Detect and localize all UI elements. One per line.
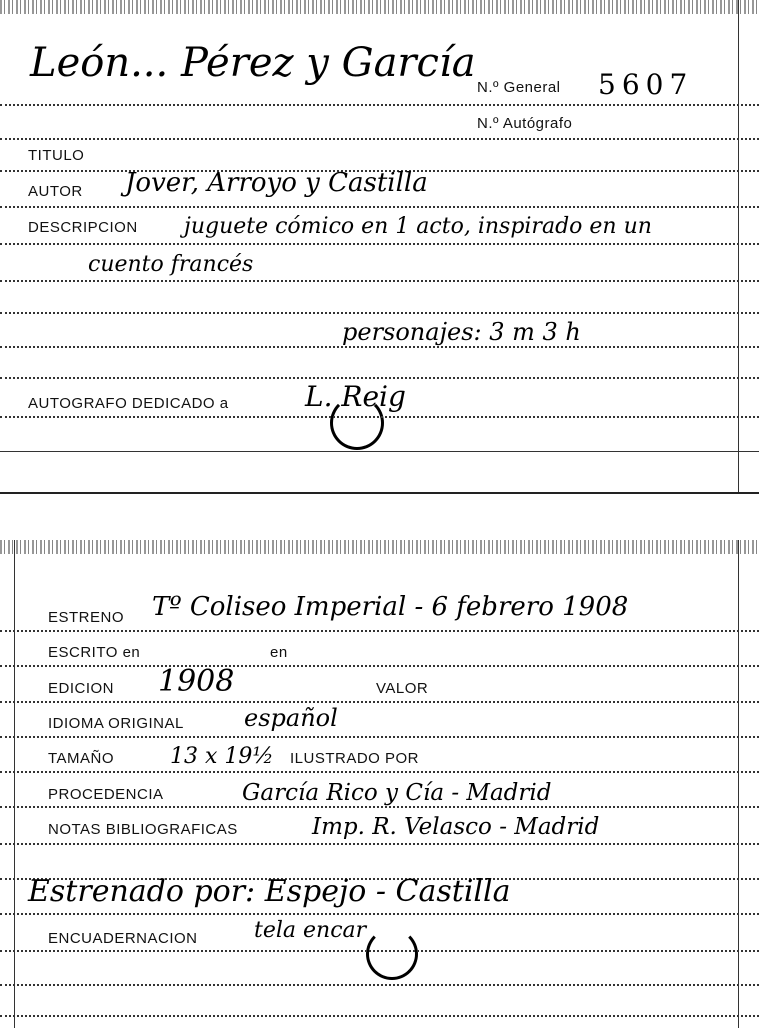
personajes-note: personajes: 3 m 3 h (342, 318, 581, 346)
torn-edge (0, 0, 759, 14)
edicion-label: EDICION (48, 680, 115, 697)
descripcion-line1: juguete cómico en 1 acto, inspirado en un (184, 214, 652, 239)
rule (0, 312, 759, 314)
general-label: N.º General (477, 79, 561, 96)
en-label: en (270, 644, 288, 661)
rule (0, 451, 759, 452)
catalog-card-top (0, 0, 759, 494)
encuadernacion-label: ENCUADERNACION (48, 930, 198, 947)
autor-value: Jover, Arroyo y Castilla (125, 168, 428, 198)
autografo-label: N.º Autógrafo (477, 115, 573, 132)
margin-line (738, 540, 739, 1028)
rule (0, 950, 759, 952)
rule (0, 416, 759, 418)
rule (0, 138, 759, 140)
rule (0, 346, 759, 348)
valor-label: VALOR (376, 680, 429, 697)
rule (0, 243, 759, 245)
idioma-label: IDIOMA ORIGINAL (48, 715, 184, 732)
titulo-label: TITULO (28, 147, 85, 164)
encuadernacion-value: tela encar (254, 918, 367, 943)
ilustrado-label: ILUSTRADO POR (290, 750, 420, 767)
edicion-value: 1908 (158, 664, 235, 699)
tamano-label: TAMAÑO (48, 750, 115, 767)
descripcion-line2: cuento francés (88, 252, 254, 277)
rule (0, 984, 759, 986)
autor-label: AUTOR (28, 183, 83, 200)
rule (0, 630, 759, 632)
notas-label: NOTAS BIBLIOGRAFICAS (48, 821, 238, 838)
idioma-value: español (244, 704, 338, 732)
torn-edge (0, 540, 759, 554)
tamano-value: 13 x 19½ (170, 744, 274, 769)
rule (0, 104, 759, 106)
procedencia-value: García Rico y Cía - Madrid (242, 780, 552, 806)
rule (0, 206, 759, 208)
dedicado-value: L. Reig (305, 380, 406, 413)
rule (0, 806, 759, 808)
general-number: 5607 (598, 68, 694, 101)
dedicado-label: AUTOGRAFO DEDICADO a (28, 395, 229, 412)
rule (0, 1015, 759, 1017)
rule (0, 280, 759, 282)
estreno-label: ESTRENO (48, 609, 125, 626)
escrito-label: ESCRITO en (48, 644, 141, 661)
rule (0, 843, 759, 845)
rule (0, 736, 759, 738)
estreno-value: Tº Coliseo Imperial - 6 febrero 1908 (152, 592, 629, 622)
rule (0, 377, 759, 379)
rule (0, 771, 759, 773)
margin-line (14, 540, 15, 1028)
stamp-circle-icon (330, 396, 384, 450)
rule (0, 701, 759, 703)
estrenado-note: Estrenado por: Espejo - Castilla (28, 874, 511, 909)
catalog-card-bottom (0, 540, 759, 1028)
notas-value: Imp. R. Velasco - Madrid (312, 814, 600, 840)
rule (0, 665, 759, 667)
rule (0, 913, 759, 915)
procedencia-label: PROCEDENCIA (48, 786, 164, 803)
author-name: León... Pérez y García (30, 40, 476, 86)
stamp-circle-icon (366, 928, 418, 980)
margin-line (738, 0, 739, 492)
descripcion-label: DESCRIPCION (28, 219, 138, 236)
